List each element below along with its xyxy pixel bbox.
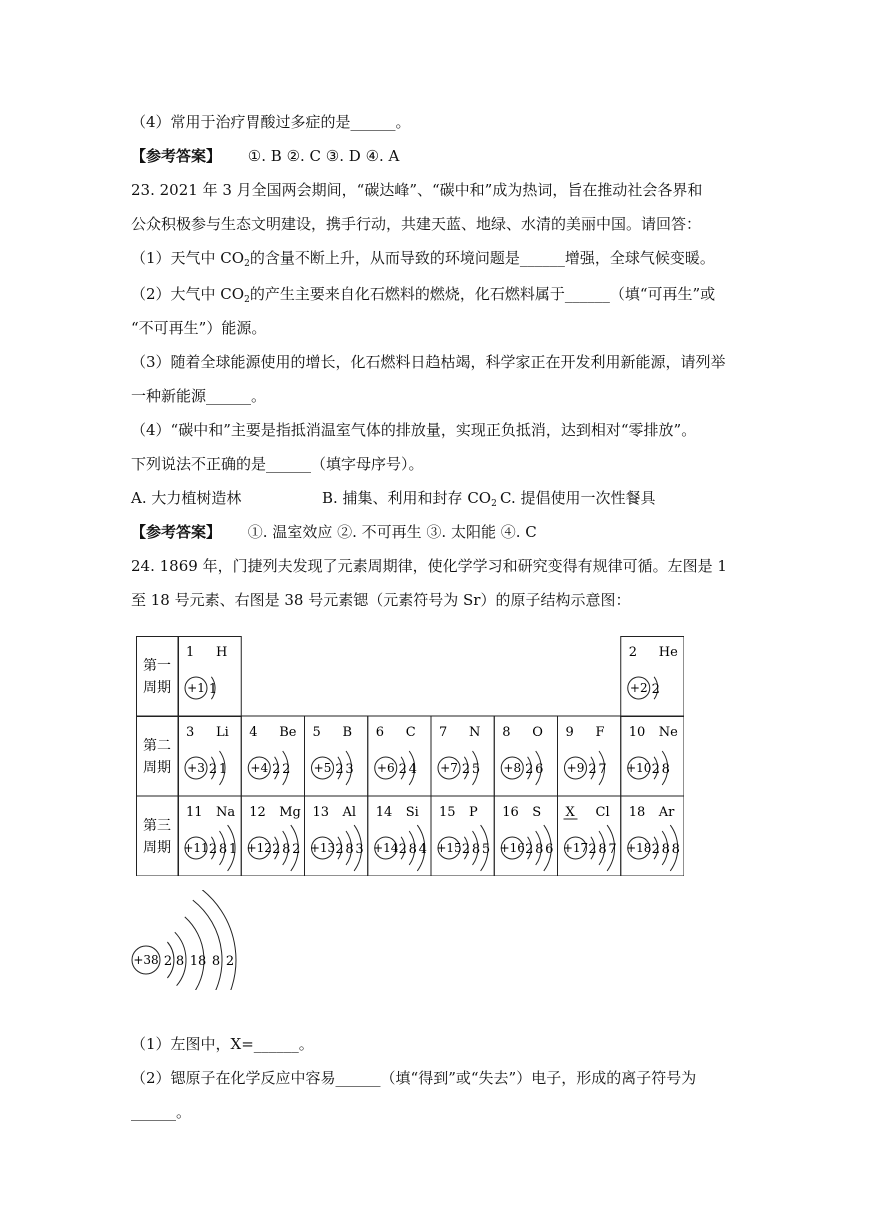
shell-electron-count: 8 [671, 842, 680, 857]
element-cell [310, 805, 364, 871]
shell-electron-count: 1 [208, 682, 218, 697]
shell-electron-count: 2 [208, 762, 218, 777]
element-symbol: Mg [279, 805, 301, 820]
q24-part2-line1: （2）锶原子在化学反应中容易______（填“得到”或“失去”）电子，形成的离子符号为 [131, 1069, 697, 1087]
option-b [322, 488, 497, 514]
answer-body: ①. B ②. C ③. D ④. A [247, 147, 400, 165]
nuclear-charge: +3 [187, 761, 205, 775]
q23-part2-cont: “不可再生”）能源。 [131, 319, 267, 337]
element-cell [185, 725, 229, 785]
atomic-number: 2 [628, 645, 638, 660]
shell-electron-count: 2 [398, 842, 407, 857]
nuclear-charge: +5 [313, 761, 332, 775]
q23-part1-pre: （1）天气中 CO [131, 249, 245, 267]
atom-diagram [310, 825, 364, 871]
atom-diagram [626, 825, 680, 871]
shell-electron-count: 2 [292, 842, 301, 857]
atom-diagram [565, 751, 607, 785]
element-symbol: S [532, 805, 542, 820]
shell-electron-count: 2 [335, 842, 344, 857]
q24-intro-line2: 至 18 号元素、右图是 38 号元素锶（元素符号为 Sr）的原子结构示意图： [131, 591, 631, 609]
period-label: 周期 [143, 680, 171, 696]
strontium-atom-diagram [128, 890, 248, 990]
shell-electron-count: 3 [345, 762, 354, 777]
period-label: 第二 [143, 738, 171, 754]
element-symbol: C [405, 725, 416, 740]
shell-electron-count: 2 [525, 842, 534, 857]
shell-electron-count: 2 [588, 842, 597, 857]
shell-electron-count: 8 [175, 954, 185, 969]
q24-intro-line1: 24. 1869 年，门捷列夫发现了元素周期律，使化学学习和研究变得有规律可循。左图是 1 [131, 557, 727, 575]
element-cell [373, 805, 427, 871]
atom-diagram [501, 751, 543, 785]
answer-tag: 【参考答案】 [131, 523, 222, 541]
atomic-number: 8 [502, 725, 511, 740]
q23-part3-line2: 一种新能源______。 [131, 387, 267, 405]
atom-diagram [247, 825, 301, 871]
element-symbol: Li [216, 725, 229, 740]
atomic-number: 4 [249, 725, 258, 740]
q23-part4-line1: （4）“碳中和”主要是指抵消温室气体的排放量，实现正负抵消，达到相对“零排放”。 [131, 421, 697, 439]
q23-intro-line2: 公众积极参与生态文明建设，携手行动，共建天蓝、地绿、水清的美丽中国。请回答： [131, 215, 702, 233]
q23-intro-line1: 23. 2021 年 3 月全国两会期间，“碳达峰”、“碳中和”成为热词，旨在推动社会各界和 [131, 181, 703, 199]
atomic-number: 14 [375, 805, 393, 820]
answer-22 [131, 146, 399, 166]
element-symbol: Al [342, 805, 357, 820]
atomic-number: 10 [628, 725, 646, 740]
shell-electron-count: 8 [471, 842, 481, 857]
nuclear-charge: +15 [436, 841, 462, 855]
shell-electron-count: 8 [661, 762, 670, 777]
atomic-number: X [565, 805, 575, 820]
shell-electron-count: 2 [651, 762, 660, 777]
atom-diagram [373, 825, 427, 871]
shell-electron-count: 2 [272, 842, 281, 857]
shell-electron-count: 2 [282, 762, 291, 777]
nuclear-charge: +7 [440, 761, 458, 775]
element-cell [438, 725, 480, 785]
element-symbol: P [469, 805, 478, 820]
nuclear-charge: +17 [562, 841, 589, 855]
subscript: 2 [244, 259, 250, 269]
shell-electron-count: 2 [398, 762, 407, 777]
shell-electron-count: 2 [461, 842, 471, 857]
nuclear-charge: +18 [626, 841, 652, 855]
atom-diagram [375, 751, 417, 785]
element-symbol: O [532, 725, 543, 740]
q23-part2-pre: （2）大气中 CO [131, 285, 245, 303]
element-symbol: Ne [658, 725, 678, 740]
shell-electron-count: 4 [418, 842, 427, 857]
shell-electron-count: 2 [588, 762, 597, 777]
shell-electron-count: 18 [189, 954, 207, 969]
answer-tag: 【参考答案】 [131, 147, 222, 165]
q24-part2-line2: ______。 [131, 1103, 192, 1121]
nuclear-charge: +13 [309, 841, 336, 855]
atom-diagram [500, 825, 554, 871]
subscript: 2 [491, 499, 497, 509]
q24-part1: （1）左图中，X=______。 [131, 1035, 314, 1053]
shell-electron-count: 5 [481, 842, 491, 857]
element-cell [185, 645, 227, 699]
atom-diagram [436, 825, 490, 871]
shell-electron-count: 8 [535, 842, 544, 857]
atomic-number: 3 [186, 725, 195, 740]
q22-part4: （4）常用于治疗胃酸过多症的是______。 [131, 113, 411, 131]
period-label: 周期 [143, 840, 171, 856]
shell-electron-count: 8 [218, 842, 228, 857]
shell-electron-count: 7 [608, 842, 617, 857]
nuclear-charge: +14 [373, 841, 399, 855]
shell-electron-count: 8 [661, 842, 670, 857]
shell-electron-count: 2 [335, 762, 344, 777]
atomic-number: 9 [565, 725, 574, 740]
element-cell [563, 805, 617, 871]
shell-electron-count: 1 [218, 762, 228, 777]
element-symbol: Be [279, 725, 297, 740]
answer-23 [131, 522, 537, 542]
atom-diagram [312, 751, 354, 785]
element-cell [183, 805, 237, 871]
q23-part2-post: 的产生主要来自化石燃料的燃烧，化石燃料属于______（填“可再生”或 [249, 285, 716, 303]
atom-diagram [183, 825, 237, 871]
nuclear-charge: +9 [566, 761, 585, 775]
nuclear-charge: +11 [183, 841, 209, 855]
electron-shell-arc [193, 900, 222, 990]
period-label: 周期 [143, 760, 171, 776]
element-symbol: Cl [595, 805, 610, 820]
element-symbol: He [658, 645, 678, 660]
shell-electron-count: 6 [545, 842, 554, 857]
element-symbol: B [342, 725, 353, 740]
atomic-number: 1 [186, 645, 195, 660]
periodic-table-figure [136, 636, 684, 876]
element-cell [375, 725, 417, 785]
atomic-number: 6 [375, 725, 385, 740]
atom-diagram [628, 677, 660, 699]
element-cell [628, 645, 678, 699]
nuclear-charge: +16 [499, 841, 525, 855]
shell-electron-count: 8 [598, 842, 607, 857]
atom-diagram [132, 890, 236, 990]
q23-part2 [131, 284, 715, 310]
atom-diagram [185, 677, 217, 699]
nuclear-charge: +6 [376, 761, 395, 775]
period-label: 第三 [143, 818, 171, 834]
element-symbol: H [216, 645, 228, 660]
shell-electron-count: 2 [225, 954, 235, 969]
element-cell [500, 805, 554, 871]
element-symbol: N [469, 725, 481, 740]
table-cell-border [137, 796, 179, 876]
subscript: 2 [244, 295, 250, 305]
atomic-number: 16 [502, 805, 519, 820]
atomic-number: 15 [439, 805, 456, 820]
element-cell [312, 725, 354, 785]
q23-part3-line1: （3）随着全球能源使用的增长，化石燃料日趋枯竭，科学家正在开发利用新能源，请列举 [131, 353, 726, 371]
atom-diagram [438, 751, 480, 785]
option-b-text: B. 捕集、利用和封存 CO [322, 489, 492, 507]
shell-electron-count: 3 [355, 842, 364, 857]
nuclear-charge: +10 [626, 761, 652, 775]
shell-electron-count: 2 [208, 842, 218, 857]
q23-part1-post: 的含量不断上升，从而导致的环境问题是______增强，全球气候变暖。 [249, 249, 715, 267]
shell-electron-count: 8 [211, 954, 221, 969]
atomic-number: 7 [439, 725, 448, 740]
atomic-number: 13 [312, 805, 330, 820]
atom-diagram [185, 751, 227, 785]
shell-electron-count: 2 [163, 954, 173, 969]
nuclear-charge: +2 [629, 681, 648, 695]
shell-electron-count: 4 [408, 762, 417, 777]
atomic-number: 11 [186, 805, 203, 820]
shell-electron-count: 2 [461, 762, 471, 777]
shell-electron-count: 5 [471, 762, 481, 777]
shell-electron-count: 2 [651, 682, 660, 697]
element-cell [626, 725, 678, 785]
atom-diagram [626, 751, 670, 785]
element-symbol: Si [405, 805, 419, 820]
shell-electron-count: 7 [598, 762, 607, 777]
shell-electron-count: 8 [282, 842, 291, 857]
atomic-number: 5 [312, 725, 321, 740]
table-cell-border [137, 637, 179, 717]
element-symbol: F [595, 725, 605, 740]
shell-electron-count: 2 [651, 842, 660, 857]
q23-part1 [131, 248, 715, 274]
shell-electron-count: 8 [408, 842, 417, 857]
element-symbol: Na [216, 805, 236, 820]
nuclear-charge: +38 [133, 953, 159, 967]
shell-electron-count: 2 [272, 762, 281, 777]
nuclear-charge: +12 [246, 841, 272, 855]
atomic-number: 12 [249, 805, 266, 820]
shell-electron-count: 6 [535, 762, 544, 777]
element-cell [248, 725, 297, 785]
nuclear-charge: +4 [250, 761, 269, 775]
element-cell [626, 805, 680, 871]
element-cell [436, 805, 490, 871]
element-cell [247, 805, 301, 871]
shell-electron-count: 2 [525, 762, 534, 777]
option-a: A. 大力植树造林 [131, 489, 242, 507]
option-c: C. 提倡使用一次性餐具 [500, 489, 656, 507]
nuclear-charge: +1 [187, 681, 205, 695]
shell-electron-count: 1 [228, 842, 238, 857]
atom-diagram [248, 751, 290, 785]
element-symbol: Ar [658, 805, 675, 820]
answer-body: ①. 温室效应 ②. 不可再生 ③. 太阳能 ④. C [247, 523, 537, 541]
shell-electron-count: 8 [345, 842, 354, 857]
atom-diagram [563, 825, 617, 871]
table-cell-border [137, 716, 179, 796]
nuclear-charge: +8 [503, 761, 522, 775]
element-cell [565, 725, 607, 785]
period-label: 第一 [143, 658, 171, 674]
element-cell [501, 725, 543, 785]
atomic-number: 18 [628, 805, 646, 820]
q23-part4-line2: 下列说法不正确的是______（填字母序号）。 [131, 455, 424, 473]
